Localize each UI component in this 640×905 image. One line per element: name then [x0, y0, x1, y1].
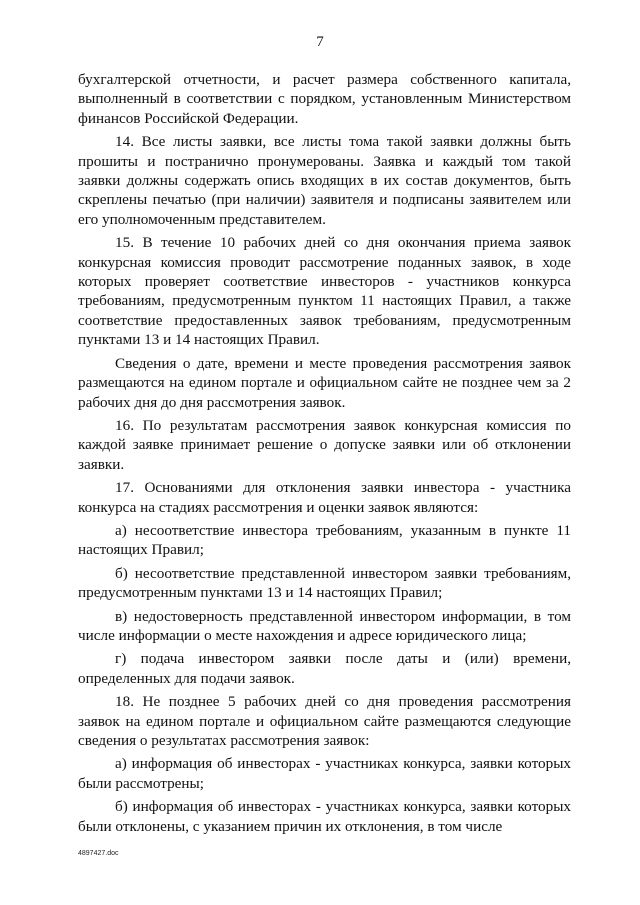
paragraph-17-a: а) несоответствие инвестора требованиям, указанным в пункте 11 настоящих Правил; — [78, 521, 571, 559]
paragraph-17-v: в) недостоверность представленной инвестором информации, в том числе информации о месте нахождения и адресе юридического лица; — [78, 607, 571, 644]
paragraph-18-a: а) информация об инвесторах - участниках конкурса, заявки которых были рассмотрены; — [78, 755, 571, 792]
paragraph-continuation: бухгалтерской отчетности, и расчет размера собственного капитала, выполненный в соответствии с порядком, установленным Министерством финансов Российской Федерации. — [78, 71, 571, 127]
paragraph-18: 18. Не позднее 5 рабочих дней со дня проведения рассмотрения заявок на едином портале и официальном сайте размещаются следующие сведения о результатах рассмотрения заявок: — [78, 693, 571, 749]
paragraph-17-b: б) несоответствие представленной инвестором заявки требованиям, предусмотренным пунктами 13 и 14 настоящих Правил; — [78, 564, 571, 602]
file-name-footer: 4897427.doc — [78, 850, 119, 857]
document-body — [78, 70, 571, 840]
paragraph-14: 14. Все листы заявки, все листы тома такой заявки должны быть прошиты и постранично пронумерованы. Заявка и каждый том такой заявки должны содержать опись входящих в их состав документов, быть скреплены печатью (при наличии) заявителя и подписаны заявителем или его уполномоченным представителем. — [78, 133, 571, 228]
paragraph-17-g: г) подача инвестором заявки после даты и (или) времени, определенных для подачи заявок. — [78, 650, 571, 687]
paragraph-16: 16. По результатам рассмотрения заявок конкурсная комиссия по каждой заявке принимает решение о допуске заявки или об отклонении заявки. — [78, 416, 571, 473]
paragraph-18-b: б) информация об инвесторах - участниках конкурса, заявки которых были отклонены, с указанием причин их отклонения, в том числе — [78, 798, 571, 835]
paragraph-17: 17. Основаниями для отклонения заявки инвестора - участника конкурса на стадиях рассмотрения и оценки заявок являются: — [78, 479, 571, 516]
page-number: 7 — [316, 34, 324, 50]
paragraph-15: 15. В течение 10 рабочих дней со дня окончания приема заявок конкурсная комиссия проводит рассмотрение поданных заявок, в ходе которых проверяет соответствие инвесторов - участников конкурса требованиям, предусмотренным пунктом 11 настоящих Правил, а также соответствие предоставленных заявок требованиям, предусмотренным пунктами 13 и 14 настоящих Правил. — [78, 234, 571, 349]
paragraph-15-info: Сведения о дате, времени и месте проведения рассмотрения заявок размещаются на едином портале и официальном сайте не позднее чем за 2 рабочих дня до дня рассмотрения заявок. — [78, 354, 571, 411]
